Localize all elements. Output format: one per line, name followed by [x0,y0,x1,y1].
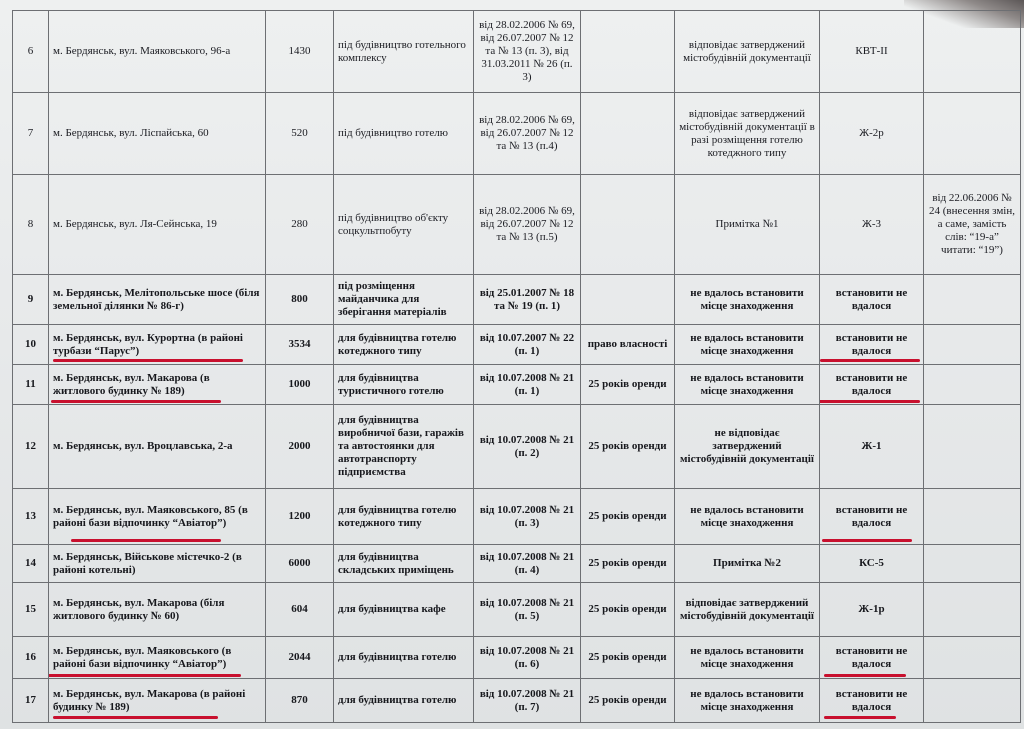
plot-purpose: для будівництва готелю [334,679,474,723]
use-right: 25 років оренди [581,637,675,679]
plot-address [49,489,266,545]
zone-code: Ж-2р [820,93,924,175]
row-number: 8 [13,175,49,275]
table-row [13,11,1021,93]
plan-correspondence: відповідає затверджений містобудівній документації [675,583,820,637]
plot-area: 870 [266,679,334,723]
use-right: 25 років оренди [581,405,675,489]
zone-code: КВТ-II [820,11,924,93]
zone-code [820,489,924,545]
row-number: 10 [13,325,49,365]
plan-correspondence: не вдалось встановити місце знаходження [675,325,820,365]
plot-area: 1000 [266,365,334,405]
plot-address-text: м. Бердянськ, вул. Маяковського, 85 (в районі бази відпочинку “Авіатор”) [53,503,248,529]
row-number: 11 [13,365,49,405]
table-row [13,93,1021,175]
decision-ref: від 10.07.2008 № 21 (п. 1) [474,365,581,405]
row-number: 7 [13,93,49,175]
use-right: право власності [581,325,675,365]
plot-address: м. Бердянськ, вул. Макарова (біля житлового будинку № 60) [49,583,266,637]
red-underline-mark [53,716,218,719]
plot-purpose: під будівництво готельного комплексу [334,11,474,93]
table-row [13,545,1021,583]
row-note: від 22.06.2006 № 24 (внесення змін, а саме, замість слів: “19-а” читати: “19”) [924,175,1021,275]
use-right: 25 років оренди [581,365,675,405]
use-right: 25 років оренди [581,583,675,637]
row-number: 15 [13,583,49,637]
plot-address: м. Бердянськ, Військове містечко-2 (в районі котельні) [49,545,266,583]
row-note [924,405,1021,489]
zone-code: встановити не вдалося [820,275,924,325]
zone-code-text: встановити не вдалося [835,331,908,357]
zone-code [820,679,924,723]
red-underline-mark [49,674,242,677]
zone-code: Ж-1р [820,583,924,637]
plan-correspondence: Примітка №1 [675,175,820,275]
zone-code [820,365,924,405]
plot-purpose: для будівництва готелю [334,637,474,679]
table-row [13,679,1021,723]
use-right [581,175,675,275]
red-underline-mark [820,400,921,403]
zone-code: Ж-3 [820,175,924,275]
zone-code: Ж-1 [820,405,924,489]
plot-address: м. Бердянськ, вул. Вроцлавська, 2-а [49,405,266,489]
plot-address [49,325,266,365]
plot-address: м. Бердянськ, вул. Маяковського, 96-а [49,11,266,93]
plot-address: м. Бердянськ, вул. Ля-Сейнська, 19 [49,175,266,275]
red-underline-mark [71,539,221,542]
plot-address-text: м. Бердянськ, вул. Курортна (в районі турбази “Парус”) [53,331,243,357]
use-right [581,11,675,93]
plot-address-text: м. Бердянськ, вул. Макарова (в районі будинку № 189) [53,687,246,713]
use-right [581,275,675,325]
plot-area: 800 [266,275,334,325]
plot-area: 3534 [266,325,334,365]
plot-area: 6000 [266,545,334,583]
decision-ref: від 10.07.2008 № 21 (п. 4) [474,545,581,583]
zone-code: КС-5 [820,545,924,583]
row-note [924,93,1021,175]
plot-area: 280 [266,175,334,275]
plan-correspondence: Примітка №2 [675,545,820,583]
table-row [13,583,1021,637]
land-plots-table [12,10,1021,723]
plot-purpose: під будівництво готелю [334,93,474,175]
plot-address [49,679,266,723]
row-note [924,545,1021,583]
plot-purpose: для будівництва готелю котеджного типу [334,489,474,545]
decision-ref: від 10.07.2008 № 21 (п. 3) [474,489,581,545]
red-underline-mark [824,716,896,719]
decision-ref: від 28.02.2006 № 69, від 26.07.2007 № 12 та № 13 (п. 3), від 31.03.2011 № 26 (п. 3) [474,11,581,93]
row-note [924,365,1021,405]
plan-correspondence: не вдалось встановити місце знаходження [675,637,820,679]
red-underline-mark [820,359,920,362]
plan-correspondence: не вдалось встановити місце знаходження [675,489,820,545]
plot-area: 520 [266,93,334,175]
table-row [13,637,1021,679]
plot-area: 2044 [266,637,334,679]
use-right: 25 років оренди [581,489,675,545]
plot-address [49,365,266,405]
decision-ref: від 10.07.2008 № 21 (п. 7) [474,679,581,723]
plot-address-text: м. Бердянськ, вул. Маяковського (в районі бази відпочинку “Авіатор”) [53,644,232,670]
table-row [13,275,1021,325]
plan-correspondence: не відповідає затверджений містобудівній документації [675,405,820,489]
table-row [13,175,1021,275]
use-right [581,93,675,175]
plan-correspondence: не вдалось встановити місце знаходження [675,679,820,723]
plot-area: 1200 [266,489,334,545]
decision-ref: від 10.07.2007 № 22 (п. 1) [474,325,581,365]
plot-area: 2000 [266,405,334,489]
decision-ref: від 10.07.2008 № 21 (п. 2) [474,405,581,489]
row-number: 9 [13,275,49,325]
red-underline-mark [824,674,906,677]
plot-purpose: для будівництва готелю котеджного типу [334,325,474,365]
row-note [924,583,1021,637]
row-number: 6 [13,11,49,93]
row-number: 17 [13,679,49,723]
row-number: 12 [13,405,49,489]
row-number: 16 [13,637,49,679]
red-underline-mark [822,539,912,542]
plan-correspondence: відповідає затверджений містобудівній документації в разі розміщення готелю котеджного типу [675,93,820,175]
red-underline-mark [53,359,243,362]
decision-ref: від 28.02.2006 № 69, від 26.07.2007 № 12 та № 13 (п.5) [474,175,581,275]
decision-ref: від 25.01.2007 № 18 та № 19 (п. 1) [474,275,581,325]
plot-address [49,637,266,679]
zone-code [820,325,924,365]
plot-address-text: м. Бердянськ, вул. Макарова (в житлового будинку № 189) [53,371,210,397]
plot-purpose: для будівництва туристичного готелю [334,365,474,405]
decision-ref: від 10.07.2008 № 21 (п. 6) [474,637,581,679]
red-underline-mark [51,400,221,403]
row-note [924,275,1021,325]
row-note [924,679,1021,723]
plot-purpose: для будівництва виробничої бази, гаражів та автостоянки для автотранспорту підприємства [334,405,474,489]
zone-code-text: встановити не вдалося [835,687,908,713]
row-note [924,325,1021,365]
table-row [13,325,1021,365]
plan-correspondence: не вдалось встановити місце знаходження [675,275,820,325]
row-note [924,489,1021,545]
use-right: 25 років оренди [581,679,675,723]
zone-code-text: встановити не вдалося [835,371,908,397]
table-row [13,405,1021,489]
plan-correspondence: відповідає затверджений містобудівній документації [675,11,820,93]
plan-correspondence: не вдалось встановити місце знаходження [675,365,820,405]
zone-code-text: встановити не вдалося [835,503,908,529]
plot-purpose: для будівництва кафе [334,583,474,637]
plot-address: м. Бердянськ, Мелітопольське шосе (біля земельної ділянки № 86-г) [49,275,266,325]
row-note [924,11,1021,93]
plot-purpose: для будівництва складських приміщень [334,545,474,583]
row-number: 13 [13,489,49,545]
row-number: 14 [13,545,49,583]
plot-area: 604 [266,583,334,637]
use-right: 25 років оренди [581,545,675,583]
decision-ref: від 28.02.2006 № 69, від 26.07.2007 № 12 та № 13 (п.4) [474,93,581,175]
plot-purpose: під розміщення майданчика для зберігання матеріалів [334,275,474,325]
table-row [13,365,1021,405]
zone-code [820,637,924,679]
row-note [924,637,1021,679]
plot-area: 1430 [266,11,334,93]
table-row [13,489,1021,545]
plot-address: м. Бердянськ, вул. Ліспайська, 60 [49,93,266,175]
decision-ref: від 10.07.2008 № 21 (п. 5) [474,583,581,637]
zone-code-text: встановити не вдалося [835,644,908,670]
plot-purpose: під будівництво об'єкту соцкультпобуту [334,175,474,275]
